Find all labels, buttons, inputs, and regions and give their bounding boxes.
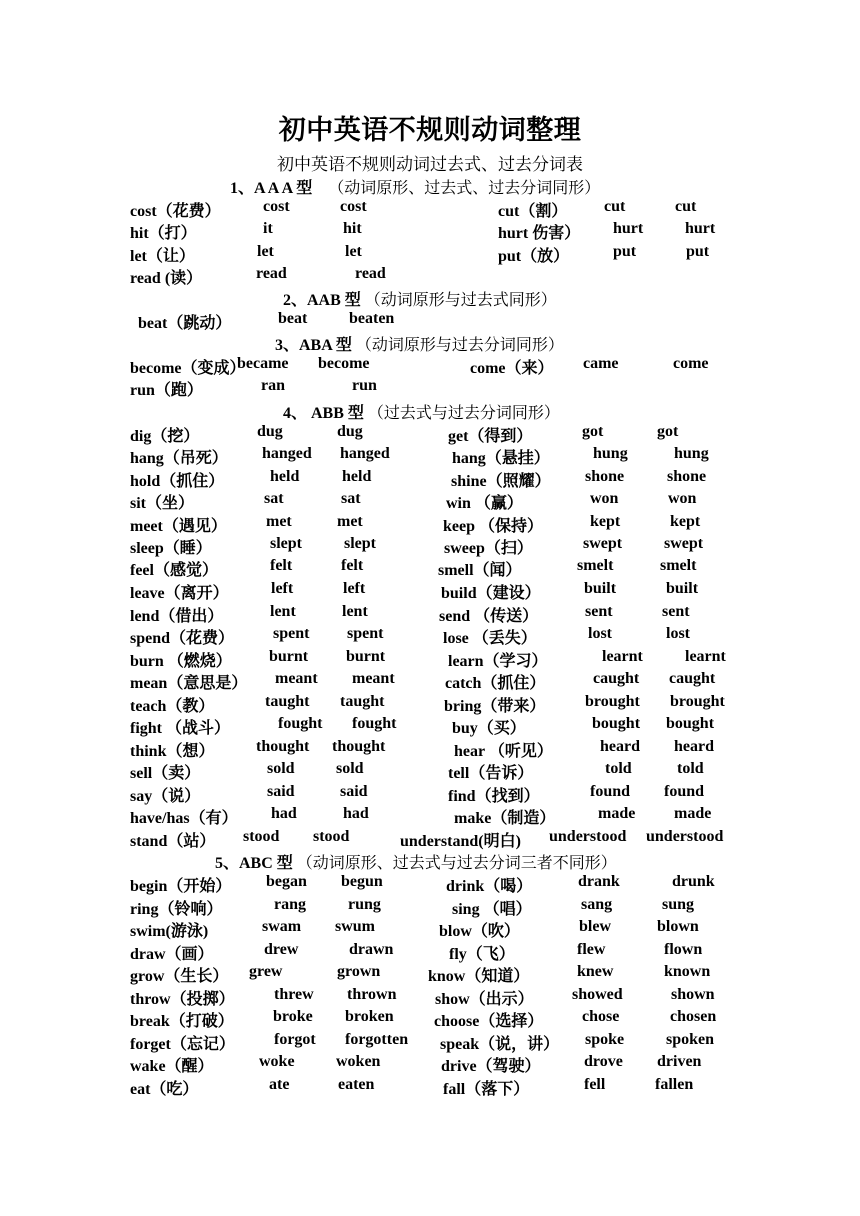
base-form: come（来） (470, 360, 554, 377)
past-tense: slept (270, 535, 302, 552)
past-tense: blew (579, 918, 611, 935)
past-participle: fought (352, 715, 397, 732)
past-tense: broke (273, 1008, 313, 1025)
verb-row (0, 220, 860, 242)
base-form: show（出示） (435, 991, 534, 1008)
past-participle: hung (674, 445, 709, 462)
past-participle: cut (675, 198, 697, 215)
base-form: choose（选择） (434, 1013, 544, 1030)
past-participle: forgotten (345, 1031, 409, 1048)
past-participle: lent (342, 603, 368, 620)
past-participle: rung (348, 896, 381, 913)
past-participle: bought (666, 715, 715, 732)
section-description: （动词原形、过去式、过去分词同形） (328, 180, 601, 197)
past-tense: made (598, 805, 636, 822)
past-participle: thought (332, 738, 386, 755)
base-form: catch（抓住） (445, 675, 546, 692)
base-form: win （赢） (446, 495, 523, 512)
base-form: hurt 伤害） (498, 225, 581, 242)
past-participle: stood (313, 828, 350, 845)
verb-row (0, 423, 860, 445)
past-participle: chosen (670, 1008, 717, 1025)
past-tense: lent (270, 603, 296, 620)
past-tense: put (613, 243, 637, 260)
verb-row (0, 468, 860, 490)
past-tense: hanged (262, 445, 312, 462)
base-form: grow（生长） (130, 968, 229, 985)
verb-row (0, 670, 860, 692)
verb-row (0, 760, 860, 782)
past-tense: cost (263, 198, 290, 215)
past-participle: meant (352, 670, 395, 687)
past-tense: sat (264, 490, 284, 507)
past-tense: sent (585, 603, 613, 620)
past-participle: swum (335, 918, 376, 935)
verb-row (0, 445, 860, 467)
base-form: read (读） (130, 270, 203, 287)
past-participle: shown (671, 986, 715, 1003)
verb-row (0, 1053, 860, 1075)
past-tense: won (590, 490, 619, 507)
verb-row (0, 265, 860, 287)
past-tense: found (590, 783, 631, 800)
verb-row (0, 738, 860, 760)
base-form: meet（遇见） (130, 518, 227, 535)
past-participle: kept (670, 513, 701, 530)
past-participle: lost (666, 625, 690, 642)
past-participle: beaten (349, 310, 395, 327)
past-tense: bought (592, 715, 641, 732)
base-form: drive（驾驶） (441, 1058, 541, 1075)
base-form: shine（照耀） (451, 473, 551, 490)
past-tense: chose (582, 1008, 620, 1025)
base-form: cut（割） (498, 203, 568, 220)
base-form: sleep（睡） (130, 540, 212, 557)
verb-row (0, 693, 860, 715)
past-tense: hurt (613, 220, 644, 237)
past-participle: become (318, 355, 370, 372)
base-form: blow（吹） (439, 923, 520, 940)
base-form: have/has（有） (130, 810, 238, 827)
past-tense: threw (274, 986, 314, 1003)
past-participle: drunk (672, 873, 715, 890)
verb-row (0, 198, 860, 220)
past-tense: drove (584, 1053, 623, 1070)
past-tense: fell (584, 1076, 606, 1093)
past-participle: brought (670, 693, 725, 710)
verb-row (0, 963, 860, 985)
past-participle: put (686, 243, 710, 260)
past-participle: said (340, 783, 368, 800)
past-tense: drew (264, 941, 299, 958)
base-form: sweep（扫） (444, 540, 533, 557)
base-form: wake（醒） (130, 1058, 214, 1075)
past-tense: beat (278, 310, 308, 327)
past-tense: became (237, 355, 289, 372)
past-tense: spent (273, 625, 310, 642)
past-tense: heard (600, 738, 640, 755)
past-tense: rang (274, 896, 306, 913)
past-tense: forgot (274, 1031, 316, 1048)
past-participle: dug (337, 423, 363, 440)
verb-row (0, 603, 860, 625)
base-form: sit（坐） (130, 495, 195, 512)
base-form: throw（投掷） (130, 991, 235, 1008)
base-form: eat（吃） (130, 1081, 199, 1098)
base-form: bring（带来） (444, 698, 546, 715)
past-participle: read (355, 265, 386, 282)
base-form: think（想） (130, 743, 215, 760)
verb-row (0, 490, 860, 512)
base-form: drink（喝） (446, 878, 533, 895)
past-participle: drawn (349, 941, 394, 958)
section-heading-abb (283, 400, 560, 422)
base-form: learn（学习） (448, 653, 548, 670)
past-participle: shone (667, 468, 707, 485)
base-form: keep （保持） (443, 518, 544, 535)
past-participle: sold (336, 760, 364, 777)
past-tense: left (271, 580, 294, 597)
past-tense: swam (262, 918, 302, 935)
verb-row (0, 355, 860, 377)
base-form: fight （战斗） (130, 720, 231, 737)
past-participle: fallen (655, 1076, 694, 1093)
past-tense: read (256, 265, 287, 282)
past-tense: grew (249, 963, 283, 980)
past-tense: lost (588, 625, 612, 642)
past-tense: knew (577, 963, 614, 980)
past-participle: hurt (685, 220, 716, 237)
base-form: put（放） (498, 248, 570, 265)
past-tense: understood (549, 828, 627, 845)
verb-row (0, 941, 860, 963)
base-form: send （传送） (439, 608, 539, 625)
past-tense: began (266, 873, 307, 890)
verb-row (0, 513, 860, 535)
past-participle: come (673, 355, 709, 372)
base-form: spend（花费） (130, 630, 235, 647)
verb-row (0, 535, 860, 557)
base-form: become（变成） (130, 360, 246, 377)
base-form: run（跑） (130, 382, 203, 399)
past-tense: flew (577, 941, 606, 958)
base-form: draw（画） (130, 946, 214, 963)
base-form: burn （燃烧） (130, 653, 232, 670)
base-form: let（让） (130, 248, 195, 265)
base-form: sing （唱） (452, 901, 532, 918)
past-participle: broken (345, 1008, 394, 1025)
base-form: hit（打） (130, 225, 197, 242)
past-participle: won (668, 490, 697, 507)
document-subtitle: 初中英语不规则动词过去式、过去分词表 (277, 155, 583, 174)
past-participle: woken (336, 1053, 381, 1070)
base-form: fly（飞） (449, 946, 515, 963)
verb-row (0, 1008, 860, 1030)
past-tense: got (582, 423, 604, 440)
base-form: lose （丢失） (443, 630, 537, 647)
past-participle: grown (337, 963, 381, 980)
past-participle: learnt (685, 648, 726, 665)
past-tense: swept (583, 535, 623, 552)
past-tense: taught (265, 693, 310, 710)
past-participle: held (342, 468, 372, 485)
base-form: break（打破） (130, 1013, 234, 1030)
verb-row (0, 625, 860, 647)
verb-row (0, 377, 860, 399)
section-heading-aba (275, 332, 564, 354)
section-number: 4、 ABB 型 (283, 405, 364, 422)
past-participle: made (674, 805, 712, 822)
past-participle: let (345, 243, 362, 260)
base-form: lend（借出） (130, 608, 224, 625)
past-tense: let (257, 243, 274, 260)
past-participle: understood (646, 828, 724, 845)
past-participle: blown (657, 918, 699, 935)
document-title: 初中英语不规则动词整理 (278, 115, 582, 145)
base-form: teach（教） (130, 698, 215, 715)
past-tense: spoke (585, 1031, 625, 1048)
past-tense: caught (593, 670, 640, 687)
verb-row (0, 1031, 860, 1053)
base-form: leave（离开） (130, 585, 229, 602)
past-tense: sold (267, 760, 295, 777)
verb-row (0, 986, 860, 1008)
base-form: mean（意思是） (130, 675, 248, 692)
past-participle: told (677, 760, 704, 777)
base-form: know（知道） (428, 968, 530, 985)
base-form: make（制造） (454, 810, 556, 827)
past-participle: begun (341, 873, 383, 890)
past-tense: showed (572, 986, 623, 1003)
past-tense: woke (259, 1053, 295, 1070)
past-tense: dug (257, 423, 283, 440)
verb-row (0, 243, 860, 265)
past-tense: it (263, 220, 273, 237)
base-form: find（找到） (448, 788, 540, 805)
base-form: hang（吊死） (130, 450, 228, 467)
base-form: cost（花费） (130, 203, 221, 220)
past-participle: got (657, 423, 679, 440)
verb-row (0, 805, 860, 827)
past-tense: said (267, 783, 295, 800)
verb-row (0, 828, 860, 850)
past-tense: smelt (577, 557, 614, 574)
past-participle: heard (674, 738, 714, 755)
past-tense: cut (604, 198, 626, 215)
past-tense: meant (275, 670, 318, 687)
past-tense: learnt (602, 648, 643, 665)
past-participle: left (343, 580, 366, 597)
base-form: swim(游泳) (130, 923, 209, 940)
past-tense: ran (261, 377, 285, 394)
verb-row (0, 873, 860, 895)
verb-row (0, 1076, 860, 1098)
section-heading-aab (283, 287, 557, 309)
past-tense: shone (585, 468, 625, 485)
past-tense: burnt (269, 648, 309, 665)
past-participle: sung (662, 896, 695, 913)
past-participle: slept (344, 535, 376, 552)
past-tense: built (584, 580, 617, 597)
verb-row (0, 310, 860, 332)
past-participle: found (664, 783, 705, 800)
past-participle: flown (664, 941, 703, 958)
past-participle: burnt (346, 648, 386, 665)
verb-row (0, 648, 860, 670)
past-tense: met (266, 513, 292, 530)
verb-row (0, 580, 860, 602)
past-tense: told (605, 760, 632, 777)
past-participle: spoken (666, 1031, 715, 1048)
base-form: stand（站） (130, 833, 216, 850)
past-tense: had (271, 805, 297, 822)
section-number: 3、ABA 型 (275, 337, 352, 354)
past-tense: felt (270, 557, 293, 574)
base-form: beat（跳动） (138, 315, 232, 332)
past-participle: swept (664, 535, 704, 552)
past-tense: ate (269, 1076, 290, 1093)
base-form: ring（铃响） (130, 901, 223, 918)
section-heading-abc (215, 850, 617, 872)
past-participle: met (337, 513, 363, 530)
section-description: （过去式与过去分词同形） (367, 405, 560, 422)
past-participle: sent (662, 603, 690, 620)
past-tense: hung (593, 445, 628, 462)
section-description: （动词原形与过去式同形） (364, 292, 557, 309)
past-participle: eaten (338, 1076, 375, 1093)
base-form: speak（说，讲） (440, 1036, 560, 1053)
section-heading-aaa (230, 175, 600, 197)
past-participle: smelt (660, 557, 697, 574)
base-form: buy（买） (452, 720, 526, 737)
verb-row (0, 557, 860, 579)
past-participle: spent (347, 625, 384, 642)
section-number: 5、ABC 型 (215, 855, 293, 872)
past-participle: thrown (347, 986, 397, 1003)
base-form: hang（悬挂） (452, 450, 550, 467)
base-form: hear （听见） (454, 743, 553, 760)
section-number: 2、AAB 型 (283, 292, 361, 309)
past-participle: felt (341, 557, 364, 574)
past-tense: thought (256, 738, 310, 755)
past-tense: sang (581, 896, 613, 913)
verb-row (0, 783, 860, 805)
past-tense: stood (243, 828, 280, 845)
base-form: begin（开始） (130, 878, 232, 895)
past-participle: caught (669, 670, 716, 687)
base-form: hold（抓住） (130, 473, 225, 490)
base-form: say（说） (130, 788, 201, 805)
past-tense: brought (585, 693, 640, 710)
base-form: sell（卖） (130, 765, 201, 782)
past-participle: hit (343, 220, 362, 237)
section-number: 1、A A A 型 (230, 180, 313, 197)
verb-row (0, 896, 860, 918)
past-participle: known (664, 963, 711, 980)
past-participle: cost (340, 198, 367, 215)
past-participle: run (352, 377, 377, 394)
past-tense: kept (590, 513, 621, 530)
base-form: fall（落下） (443, 1081, 530, 1098)
base-form: build（建设） (441, 585, 541, 602)
past-participle: hanged (340, 445, 390, 462)
verb-row (0, 715, 860, 737)
base-form: understand(明白) (400, 833, 521, 850)
past-participle: sat (341, 490, 361, 507)
past-participle: taught (340, 693, 385, 710)
section-description: （动词原形与过去分词同形） (355, 337, 564, 354)
past-participle: driven (657, 1053, 702, 1070)
base-form: forget（忘记） (130, 1036, 235, 1053)
base-form: dig（挖） (130, 428, 200, 445)
past-tense: held (270, 468, 300, 485)
past-tense: drank (578, 873, 620, 890)
past-tense: fought (278, 715, 323, 732)
base-form: smell（闻） (438, 562, 522, 579)
past-tense: came (583, 355, 619, 372)
past-participle: had (343, 805, 369, 822)
base-form: tell（告诉） (448, 765, 534, 782)
past-participle: built (666, 580, 699, 597)
base-form: get（得到） (448, 428, 533, 445)
section-description: （动词原形、过去式与过去分词三者不同形） (296, 855, 617, 872)
verb-row (0, 918, 860, 940)
base-form: feel（感觉） (130, 562, 218, 579)
